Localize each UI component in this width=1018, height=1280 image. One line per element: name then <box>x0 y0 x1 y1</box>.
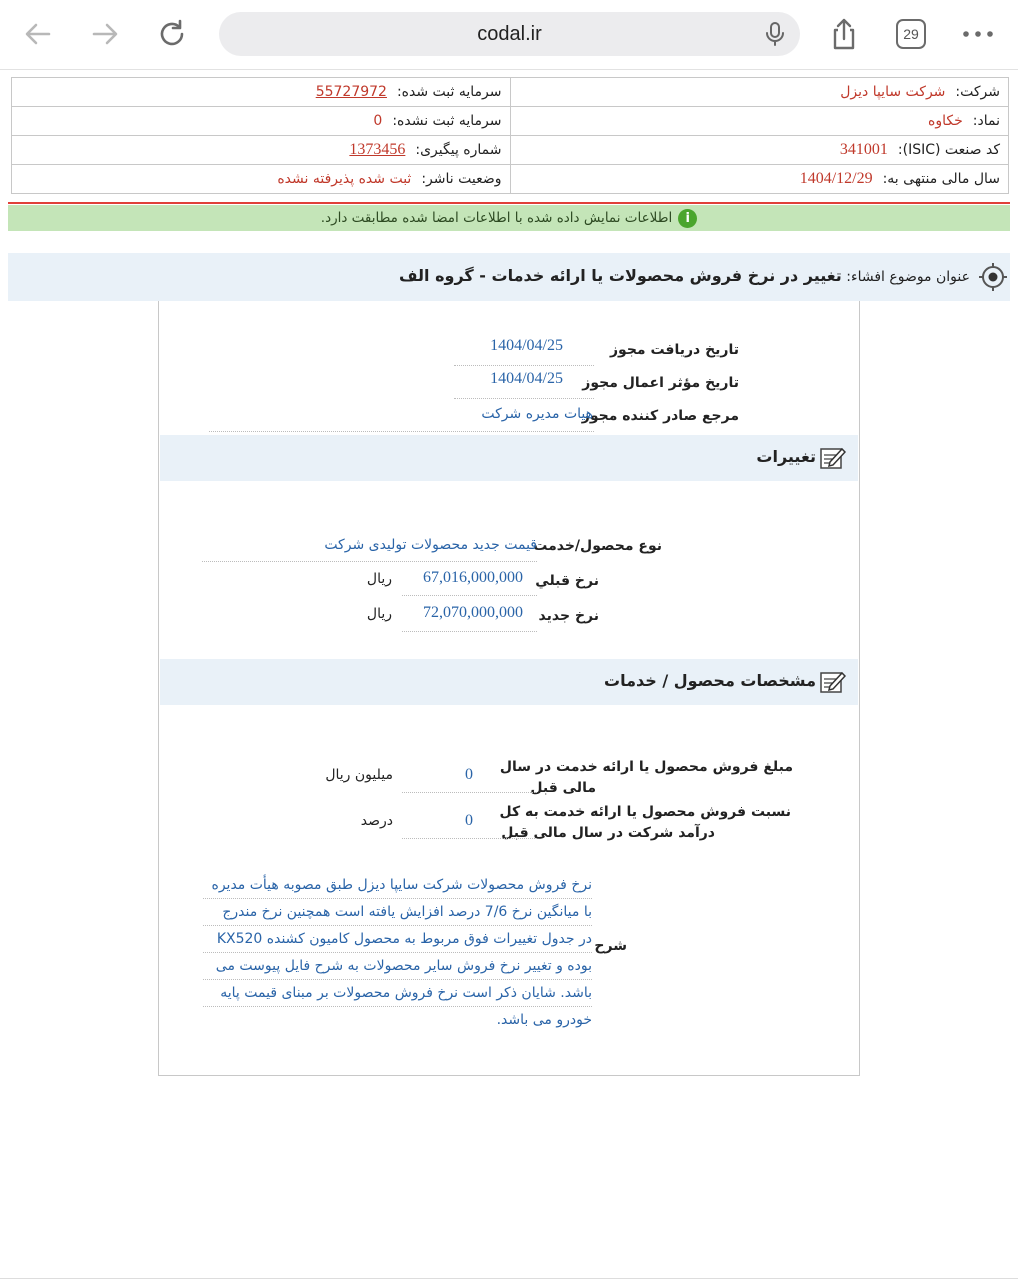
tracking-number-cell <box>12 136 511 165</box>
sales-ratio-value: 0 <box>465 812 473 829</box>
dotted-divider <box>402 631 537 632</box>
description-line: در جدول تغییرات فوق مربوط به محصول کامیون کشنده KX520 <box>203 926 592 953</box>
effective-date-label: تاریخ مؤثر اعمال مجوز <box>582 375 739 391</box>
header-divider <box>8 202 1010 204</box>
subject-title: تغییر در نرخ فروش محصولات یا ارائه خدمات - گروه الف <box>398 266 842 285</box>
tracking-number-value[interactable]: 1373456 <box>349 141 406 158</box>
description-line: باشد. شایان ذکر است نرخ فروش محصولات بر مبنای قیمت پایه <box>203 980 592 1007</box>
publisher-status-value: ثبت شده پذیرفته نشده <box>277 171 412 187</box>
subject-text <box>399 266 970 285</box>
description-line: خودرو می باشد. <box>496 1012 592 1028</box>
publisher-status-label: وضعیت ناشر: <box>421 171 502 187</box>
specs-section-header <box>160 659 858 705</box>
description-line: بوده و تغییر نرخ فروش سایر محصولات به شرح فایل پیوست می <box>203 953 592 980</box>
issuer-value: هیات مدیره شرکت <box>481 406 593 422</box>
publisher-status-cell <box>12 165 511 194</box>
url-text: codal.ir <box>477 23 542 45</box>
edit-icon <box>820 670 846 694</box>
product-type-value: قیمت جدید محصولات تولیدی شرکت <box>324 537 537 553</box>
description-line: با میانگین نرخ 7/6 درصد افزایش یافته است همچنین نرخ مندرج <box>203 899 592 926</box>
old-rate-value: 67,016,000,000 <box>423 569 523 586</box>
receipt-date-label: تاریخ دریافت مجوز <box>609 342 739 358</box>
unregistered-capital-label: سرمایه ثبت نشده: <box>392 113 502 129</box>
isic-label: کد صنعت (ISIC): <box>897 142 1000 158</box>
dotted-divider <box>454 365 594 366</box>
forward-arrow-icon[interactable] <box>85 14 125 54</box>
address-bar[interactable] <box>219 12 800 56</box>
info-icon: i <box>678 209 697 228</box>
description-text <box>203 872 592 1033</box>
share-icon[interactable] <box>824 14 864 54</box>
old-rate-unit: ریال <box>366 571 392 587</box>
more-menu-icon[interactable] <box>958 14 998 54</box>
fiscal-year-cell <box>510 165 1009 194</box>
effective-date-value: 1404/04/25 <box>490 370 563 387</box>
description-line: نرخ فروش محصولات شرکت سایپا دیزل طبق مصوبه هیأت مدیره <box>203 872 592 899</box>
sales-amount-value: 0 <box>465 766 473 783</box>
company-cell <box>510 78 1009 107</box>
registered-capital-label: سرمایه ثبت شده: <box>396 84 502 100</box>
sales-ratio-unit: درصد <box>360 813 393 829</box>
sales-ratio-label-line1: نسبت فروش محصول یا ارائه خدمت به کل <box>499 804 791 820</box>
old-rate-label: نرخ قبلي <box>535 573 599 589</box>
subject-bar <box>8 253 1010 301</box>
dotted-divider <box>402 838 537 839</box>
unregistered-capital-cell <box>12 107 511 136</box>
description-label: شرح <box>594 938 627 954</box>
fiscal-year-value: 1404/12/29 <box>799 170 873 187</box>
sales-amount-unit: میلیون ریال <box>325 767 393 783</box>
new-rate-value: 72,070,000,000 <box>423 604 523 621</box>
reload-icon[interactable] <box>153 14 193 54</box>
unregistered-capital-value: 0 <box>373 113 383 129</box>
edit-icon <box>820 446 846 470</box>
dotted-divider <box>202 561 537 562</box>
company-label: شرکت: <box>955 84 1000 100</box>
issuer-label: مرجع صادر کننده مجوز <box>581 408 739 424</box>
verification-notice <box>8 205 1010 231</box>
changes-section-header <box>160 435 858 481</box>
tracking-number-label: شماره پیگیری: <box>415 142 502 158</box>
dotted-divider <box>402 792 537 793</box>
sales-amount-label-line1: مبلغ فروش محصول یا ارائه خدمت در سال <box>499 759 793 775</box>
fiscal-year-label: سال مالی منتهی به: <box>882 171 1000 187</box>
isic-cell <box>510 136 1009 165</box>
symbol-cell <box>510 107 1009 136</box>
changes-section-title: تغییرات <box>756 447 816 466</box>
browser-toolbar <box>0 0 1018 70</box>
receipt-date-value: 1404/04/25 <box>490 337 563 354</box>
isic-value: 341001 <box>839 141 888 158</box>
company-info-table <box>11 77 1009 194</box>
tab-count-button[interactable]: 29 <box>896 19 926 49</box>
microphone-icon[interactable] <box>764 21 786 47</box>
specs-section-title: مشخصات محصول / خدمات <box>603 671 816 690</box>
verification-notice-text: اطلاعات نمایش داده شده با اطلاعات امضا شده مطابقت دارد. <box>320 210 673 226</box>
registered-capital-cell <box>12 78 511 107</box>
company-value[interactable]: شرکت سایپا دیزل <box>840 84 946 100</box>
page-bottom-divider <box>0 1278 1018 1279</box>
new-rate-unit: ریال <box>366 606 392 622</box>
subject-label: عنوان موضوع افشاء: <box>846 269 970 285</box>
back-arrow-icon[interactable] <box>18 14 58 54</box>
sales-amount-label-line2: مالی قبل <box>530 780 596 796</box>
symbol-value[interactable]: خکاوه <box>928 113 963 129</box>
registered-capital-value[interactable]: 55727972 <box>315 84 387 100</box>
dotted-divider <box>454 398 594 399</box>
product-type-label: نوع محصول/خدمت <box>533 538 662 554</box>
new-rate-label: نرخ جدید <box>538 608 599 624</box>
target-icon <box>978 262 1008 292</box>
symbol-label: نماد: <box>972 113 1000 129</box>
sales-ratio-label-line2: درآمد شرکت در سال مالی قبل <box>501 825 715 841</box>
dotted-divider <box>209 431 594 432</box>
dotted-divider <box>402 595 537 596</box>
